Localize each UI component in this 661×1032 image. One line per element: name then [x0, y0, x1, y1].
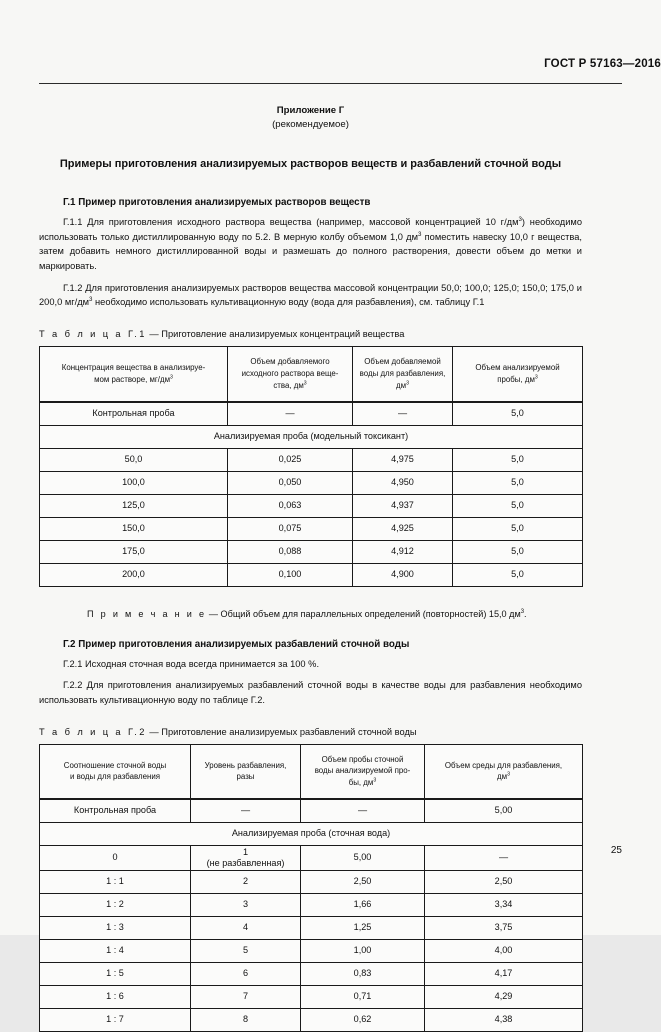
table-row: [40, 939, 583, 962]
table-row: [40, 893, 583, 916]
cell: 0,075: [228, 517, 353, 540]
table-row: [40, 962, 583, 985]
table-g1-header-row: [40, 346, 583, 401]
page-content: [39, 0, 582, 1025]
table-caption-g2-dash: —: [146, 726, 162, 737]
table-g1-body: [40, 402, 583, 587]
cell-undiluted: [191, 846, 301, 871]
table-caption-g2-text: Приготовление анализируемых разбавлений сточной воды: [161, 726, 417, 737]
cell: 0,100: [228, 563, 353, 586]
cell: 1 : 5: [40, 962, 191, 985]
hdr-line: воды для разбавления,: [359, 368, 446, 378]
cell: 5: [191, 939, 301, 962]
superscript-cubic: 3: [373, 777, 377, 784]
cell: 2,50: [425, 870, 583, 893]
cell: 50,0: [40, 448, 228, 471]
hdr-line: Объем добавляемого: [250, 356, 330, 366]
table-g1-col1-header: [40, 346, 228, 401]
note-text: Общий объем для параллельных определений (повторностей) 15,0 дм: [220, 608, 521, 619]
cell: 5,0: [453, 517, 583, 540]
table-caption-g2: [39, 727, 582, 737]
cell: 4,925: [353, 517, 453, 540]
superscript-cubic-1: 3: [518, 215, 522, 223]
superscript-cubic: 3: [406, 380, 409, 387]
table-g1-note: [39, 609, 582, 619]
hdr-line: Соотношение сточной воды: [63, 760, 167, 770]
hdr-line: Концентрация вещества в анализируе-: [61, 362, 206, 372]
table-caption-g1-label: Т а б л и ц а Г.1: [39, 328, 147, 339]
table-g1-col3-header: [353, 346, 453, 401]
cell: 5,0: [453, 448, 583, 471]
table-row: [40, 425, 583, 448]
cell: 4,912: [353, 540, 453, 563]
hdr-line: и воды для разбавления: [69, 772, 161, 782]
table-g1-head: [40, 346, 583, 401]
cell: 1 : 6: [40, 985, 191, 1008]
cell: 1,25: [301, 916, 425, 939]
paragraph-g2-2: Г.2.2 Для приготовления анализируемых разбавлений сточной воды в качестве воды для разбавления необходимо использовать культивационную воду по таблице Г.2.: [39, 680, 582, 705]
page-title: Примеры приготовления анализируемых растворов веществ и разбавлений сточной воды: [59, 157, 562, 170]
table-row: [40, 916, 583, 939]
paragraph-g1-1: [39, 215, 582, 274]
table-g2-control-c3: —: [301, 799, 425, 823]
table-g2-header-row: [40, 744, 583, 799]
superscript-cubic-2: 3: [418, 230, 422, 238]
superscript-cubic: 3: [507, 771, 510, 778]
cell: 5,0: [453, 494, 583, 517]
table-row: [40, 1008, 583, 1031]
cell: 0,83: [301, 962, 425, 985]
table-g1-group-row: Анализируемая проба (модельный токсикант): [40, 425, 583, 448]
cell: 4,937: [353, 494, 453, 517]
note-label: П р и м е ч а н и е: [87, 608, 207, 619]
table-g2-col1-header: [40, 744, 191, 799]
paragraph-g2-1: Г.2.1 Исходная сточная вода всегда принимается за 100 %.: [63, 658, 320, 669]
table-row: [40, 985, 583, 1008]
cell: 4,38: [425, 1008, 583, 1031]
table-row: [40, 823, 583, 846]
table-row: [40, 563, 583, 586]
cell: 4,950: [353, 471, 453, 494]
section-heading-g1: Г.1 Пример приготовления анализируемых растворов веществ: [63, 196, 371, 208]
table-g1-control-c2: —: [228, 402, 353, 426]
hdr-line: Уровень разбавления,: [204, 760, 287, 770]
table-row: [40, 540, 583, 563]
cell: 0: [40, 846, 191, 871]
hdr-line: воды анализируемой про-: [314, 766, 411, 776]
table-g1-control-c4: 5,0: [453, 402, 583, 426]
hdr-line: Объем добавляемой: [364, 356, 441, 366]
table-g1: [39, 346, 583, 587]
table-row: [40, 402, 583, 426]
table-caption-g1-text: Приготовление анализируемых концентраций вещества: [161, 328, 405, 339]
table-row: [40, 471, 583, 494]
cell: 1 : 3: [40, 916, 191, 939]
cell: 4,975: [353, 448, 453, 471]
hdr-line: Объем анализируемой: [475, 362, 560, 372]
table-g2-group-row: Анализируемая проба (сточная вода): [40, 823, 583, 846]
cell: 4,00: [425, 939, 583, 962]
cell: 3,75: [425, 916, 583, 939]
table-caption-g1-dash: —: [146, 328, 162, 339]
section-heading-g2: Г.2 Пример приготовления анализируемых разбавлений сточной воды: [63, 638, 410, 650]
hdr-line: разы: [236, 772, 255, 782]
paragraph-g1-1-part3: поместить навеску 10,0 г вещества, затем добавить немного дистиллированной воды и размешать до полного растворения, довести объем до метки и маркировать.: [39, 231, 582, 271]
cell: 1 : 2: [40, 893, 191, 916]
cell: 5,0: [453, 563, 583, 586]
page-number: 25: [610, 845, 622, 856]
hdr-line: дм: [497, 772, 508, 782]
superscript-cubic-3: 3: [89, 296, 93, 304]
cell: 6: [191, 962, 301, 985]
table-g1-control-label: Контрольная проба: [40, 402, 228, 426]
table-g2-col3-header: [301, 744, 425, 799]
cell: 4,900: [353, 563, 453, 586]
cell: 0,025: [228, 448, 353, 471]
cell: 2,50: [301, 870, 425, 893]
table-g1-control-c3: —: [353, 402, 453, 426]
cell: 1 : 1: [40, 870, 191, 893]
table-caption-g1: [39, 329, 582, 339]
cell: 0,088: [228, 540, 353, 563]
hdr-line: Объем среды для разбавления,: [444, 760, 563, 770]
table-g2-body: [40, 799, 583, 1031]
hdr-line: исходного раствора веще-: [241, 368, 339, 378]
superscript-cubic: 3: [170, 374, 173, 381]
appendix-title: Приложение Г: [276, 105, 345, 116]
cell: 7: [191, 985, 301, 1008]
cell: 1 : 7: [40, 1008, 191, 1031]
cell: —: [425, 846, 583, 871]
cell: 0,063: [228, 494, 353, 517]
cell: 125,0: [40, 494, 228, 517]
table-g1-col2-header: [228, 346, 353, 401]
cell-line: 1: [242, 847, 249, 858]
hdr-line: бы, дм: [348, 778, 374, 788]
table-row: [40, 846, 583, 871]
table-row: [40, 448, 583, 471]
superscript-cubic: 3: [520, 608, 525, 615]
table-row: [40, 870, 583, 893]
table-caption-g2-label: Т а б л и ц а Г.2: [39, 726, 147, 737]
cell: 0,62: [301, 1008, 425, 1031]
paragraph-g1-2-part1: Г.1.2 Для приготовления анализируемых растворов вещества массовой концентрации 50,0; 100,0; 125,0; 150,0; 175,0 и 200,0 мг/дм: [39, 282, 582, 308]
table-g2-control-label: Контрольная проба: [40, 799, 191, 823]
table-g2-head: [40, 744, 583, 799]
cell: 2: [191, 870, 301, 893]
cell: 0,050: [228, 471, 353, 494]
cell: 5,0: [453, 471, 583, 494]
paragraph-g1-2: [39, 281, 582, 310]
table-row: [40, 517, 583, 540]
table-g1-col4-header: [453, 346, 583, 401]
table-g2-col2-header: [191, 744, 301, 799]
table-g2-col4-header: [425, 744, 583, 799]
cell: 175,0: [40, 540, 228, 563]
superscript-cubic: 3: [534, 374, 538, 381]
table-row: [40, 799, 583, 823]
hdr-line: пробы, дм: [497, 374, 535, 384]
cell: 100,0: [40, 471, 228, 494]
cell: 5,00: [301, 846, 425, 871]
cell: 5,0: [453, 540, 583, 563]
cell: 200,0: [40, 563, 228, 586]
cell: 4,17: [425, 962, 583, 985]
cell: 8: [191, 1008, 301, 1031]
paragraph-g1-2-part2: необходимо использовать культивационную воду (вода для разбавления), см. таблицу Г.1: [92, 297, 485, 308]
cell: 4,29: [425, 985, 583, 1008]
hdr-line: дм: [396, 380, 407, 390]
table-g2-control-c2: —: [191, 799, 301, 823]
standard-code: ГОСТ Р 57163—2016: [544, 58, 661, 70]
hdr-line: ства, дм: [273, 380, 304, 390]
table-g2-control-c4: 5,00: [425, 799, 583, 823]
cell-line: (не разбавленная): [206, 858, 285, 869]
table-g2: [39, 744, 583, 1032]
cell: 1,66: [301, 893, 425, 916]
superscript-cubic: 3: [303, 380, 307, 387]
cell: 3: [191, 893, 301, 916]
appendix-subtitle: (рекомендуемое): [272, 118, 349, 130]
table-row: [40, 494, 583, 517]
hdr-line: Объем пробы сточной: [321, 754, 404, 764]
note-dash: —: [206, 608, 221, 619]
cell: 1,00: [301, 939, 425, 962]
cell: 1 : 4: [40, 939, 191, 962]
paragraph-g1-1-part1: Г.1.1 Для приготовления исходного раствора вещества (например, массовой концентрацией 10 г/дм: [63, 216, 519, 227]
paragraph-g1-1-part2: ) необходимо использовать только дистиллированную воду по 5.2. В мерную колбу объемом 1,0 дм: [39, 216, 582, 242]
cell: 0,71: [301, 985, 425, 1008]
note-text-end: .: [524, 608, 527, 619]
cell: 3,34: [425, 893, 583, 916]
cell: 150,0: [40, 517, 228, 540]
cell: 4: [191, 916, 301, 939]
hdr-line: мом растворе, мг/дм: [94, 374, 171, 384]
